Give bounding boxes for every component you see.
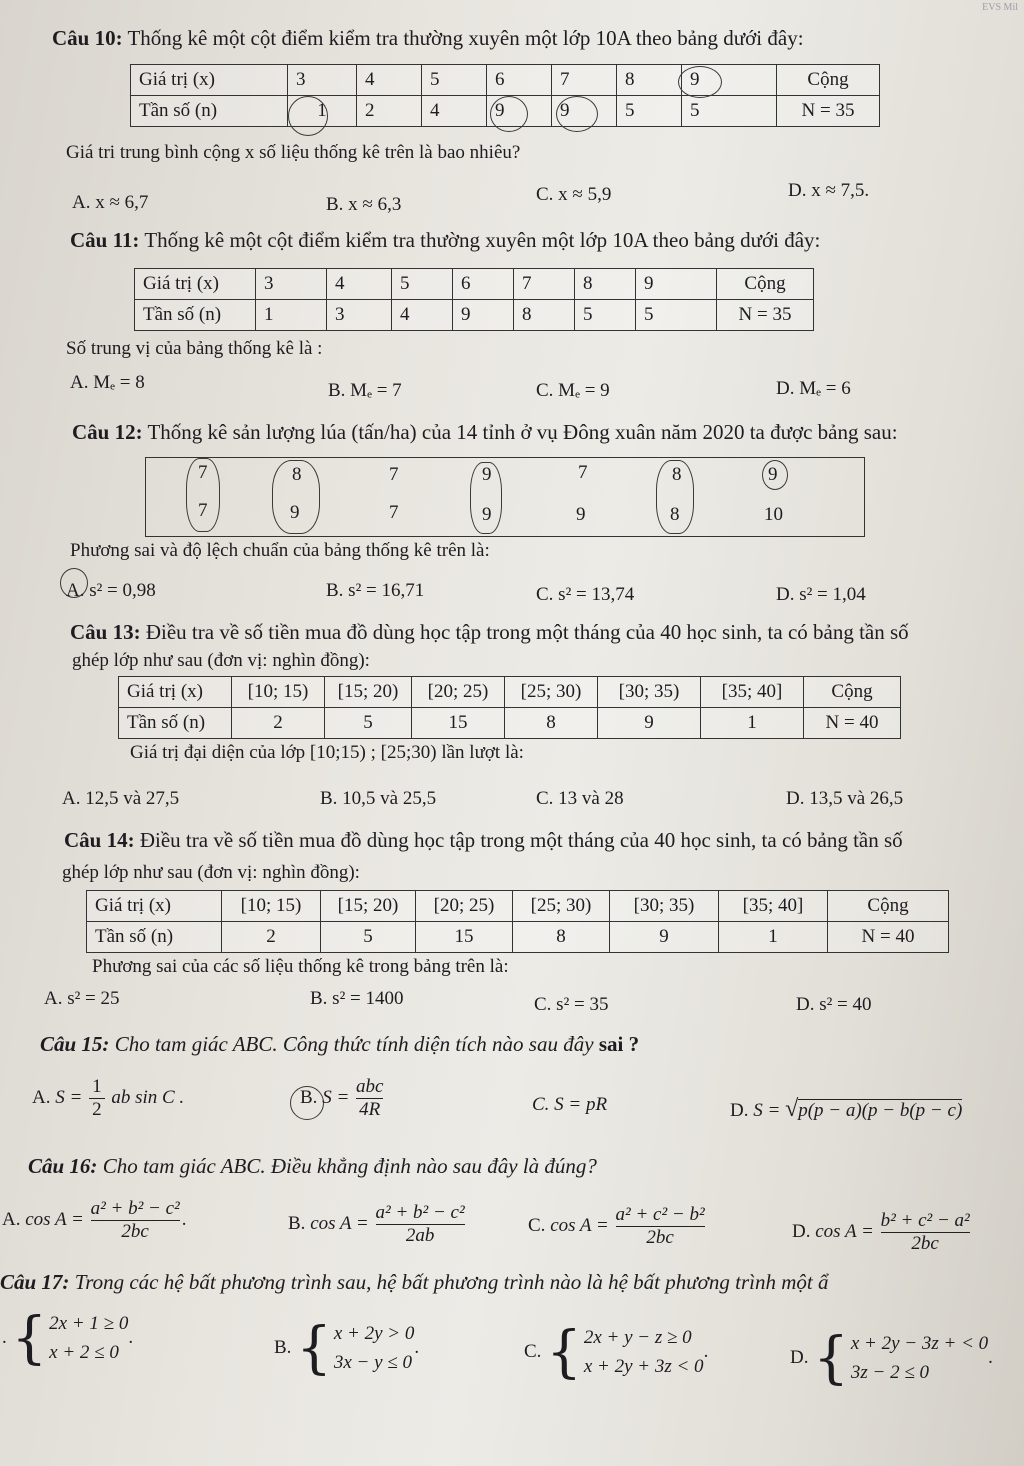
table-cell: 7 bbox=[552, 65, 617, 96]
q13-question: Giá trị đại diện của lớp [10;15) ; [25;30) lần lượt là: bbox=[130, 742, 524, 763]
fraction-denominator: 2bc bbox=[121, 1221, 149, 1242]
table-label: Tần số (n) bbox=[135, 300, 256, 331]
pen-circle-mark bbox=[272, 460, 320, 534]
fraction-denominator: 2bc bbox=[646, 1227, 674, 1248]
table-cell: 1 bbox=[701, 708, 804, 739]
option-label: D. bbox=[792, 1220, 811, 1242]
table-label: Giá trị (x) bbox=[119, 677, 232, 708]
table-cell: [20; 25) bbox=[412, 677, 505, 708]
fraction-numerator: a² + b² − c² bbox=[90, 1198, 180, 1219]
q14-option-b[interactable]: B. s² = 1400 bbox=[310, 988, 404, 1009]
data-value: 9 bbox=[768, 464, 778, 485]
table-cell: 5 bbox=[682, 96, 777, 127]
q15-option-d[interactable] bbox=[730, 1096, 962, 1123]
table-cell: 8 bbox=[513, 922, 610, 953]
table-label: Giá trị (x) bbox=[131, 65, 288, 96]
table-cell: 15 bbox=[416, 922, 513, 953]
q13-title bbox=[70, 620, 909, 645]
system-row: x + 2y − 3z + < 0 bbox=[850, 1333, 989, 1354]
table-cell: 9 bbox=[487, 96, 552, 127]
q14-option-a[interactable]: A. s² = 25 bbox=[44, 988, 120, 1009]
q16-number: Câu 16: bbox=[28, 1154, 98, 1178]
q11-option-c[interactable]: C. Mₑ = 9 bbox=[536, 380, 610, 401]
pen-circle-mark bbox=[762, 460, 788, 490]
table-cell: 1 bbox=[719, 922, 828, 953]
table-row bbox=[119, 708, 901, 739]
formula-tail: . bbox=[181, 1208, 187, 1230]
q14-option-d[interactable]: D. s² = 40 bbox=[796, 994, 872, 1015]
option-label: A. bbox=[32, 1086, 51, 1108]
table-cell: [30; 35) bbox=[610, 891, 719, 922]
fraction-numerator: a² + c² − b² bbox=[615, 1204, 705, 1225]
table-cell: 8 bbox=[575, 269, 636, 300]
table-cell: 8 bbox=[505, 708, 598, 739]
corner-watermark: EVS Mil bbox=[982, 2, 1018, 13]
table-cell: 7 bbox=[514, 269, 575, 300]
table-cell: 5 bbox=[321, 922, 416, 953]
q14-title-line2: ghép lớp như sau (đơn vị: nghìn đồng): bbox=[62, 862, 360, 883]
table-cell: [35; 40] bbox=[701, 677, 804, 708]
q16-option-c[interactable] bbox=[528, 1204, 707, 1249]
formula-tail: . bbox=[128, 1326, 134, 1348]
system-row: x + 2 ≤ 0 bbox=[49, 1341, 119, 1363]
formula-lhs: S = bbox=[322, 1086, 350, 1108]
q16-title bbox=[28, 1154, 597, 1179]
option-label: C. bbox=[524, 1340, 542, 1362]
table-cell: N = 35 bbox=[717, 300, 814, 331]
q12-title-text: Thống kê sản lượng lúa (tấn/ha) của 14 tỉnh ở vụ Đông xuân năm 2020 ta được bảng sau: bbox=[147, 420, 898, 444]
q13-option-b[interactable]: B. 10,5 và 25,5 bbox=[320, 788, 437, 809]
q13-option-d[interactable]: D. 13,5 và 26,5 bbox=[786, 788, 904, 809]
q12-option-a[interactable]: A. s² = 0,98 bbox=[66, 580, 156, 601]
fraction-denominator: 2bc bbox=[911, 1233, 939, 1254]
q13-table bbox=[118, 676, 901, 739]
data-value: 9 bbox=[290, 502, 300, 523]
q14-table bbox=[86, 890, 949, 953]
fraction bbox=[616, 1204, 705, 1249]
table-row bbox=[131, 65, 880, 96]
option-label: . bbox=[2, 1326, 7, 1348]
data-value: 7 bbox=[389, 464, 399, 485]
fraction-numerator: abc bbox=[356, 1076, 384, 1097]
pen-circle-mark bbox=[186, 458, 220, 532]
q10-option-b[interactable]: B. x ≈ 6,3 bbox=[326, 194, 402, 215]
data-value: 8 bbox=[672, 464, 682, 485]
fraction bbox=[376, 1202, 465, 1247]
table-cell: 5 bbox=[636, 300, 717, 331]
fraction-numerator: a² + b² − c² bbox=[375, 1202, 465, 1223]
table-row bbox=[87, 922, 949, 953]
system-row: 2x + 1 ≥ 0 bbox=[49, 1313, 129, 1334]
q14-number: Câu 14: bbox=[64, 828, 135, 852]
table-cell: 3 bbox=[327, 300, 392, 331]
data-value: 9 bbox=[482, 464, 492, 485]
formula-lhs: cos A = bbox=[550, 1214, 609, 1236]
q13-option-a[interactable]: A. 12,5 và 27,5 bbox=[62, 788, 180, 809]
table-cell: 5 bbox=[325, 708, 412, 739]
table-cell: 4 bbox=[392, 300, 453, 331]
table-label: Tần số (n) bbox=[131, 96, 288, 127]
q11-number: Câu 11: bbox=[70, 228, 140, 252]
q17-number: Câu 17: bbox=[0, 1270, 70, 1294]
system-row: 2x + y − z ≥ 0 bbox=[583, 1327, 692, 1348]
equation-system bbox=[296, 1315, 415, 1381]
sqrt-content: p(p − a)(p − b(p − c) bbox=[798, 1100, 963, 1121]
table-label: Tần số (n) bbox=[87, 922, 222, 953]
q10-question: Giá tri trung bình cộng x số liệu thống kê trên là bao nhiêu? bbox=[66, 142, 521, 163]
q12-question: Phương sai và độ lệch chuẩn của bảng thống kê trên là: bbox=[70, 540, 490, 561]
formula-lhs: S = bbox=[55, 1086, 83, 1108]
pen-circle-mark bbox=[490, 96, 528, 132]
q10-option-d[interactable]: D. x ≈ 7,5. bbox=[788, 180, 870, 201]
table-cell: 3 bbox=[256, 269, 327, 300]
q12-option-b[interactable]: B. s² = 16,71 bbox=[326, 580, 425, 601]
option-label: D. bbox=[730, 1100, 749, 1121]
table-cell: 8 bbox=[514, 300, 575, 331]
fraction bbox=[356, 1076, 383, 1121]
option-label: D. bbox=[790, 1346, 809, 1368]
table-cell: Cộng bbox=[804, 677, 901, 708]
table-cell: 6 bbox=[453, 269, 514, 300]
fraction-denominator: 2ab bbox=[405, 1225, 435, 1246]
data-value: 7 bbox=[198, 500, 208, 521]
table-cell: 9 bbox=[453, 300, 514, 331]
fraction-numerator: 1 bbox=[89, 1076, 105, 1099]
q10-title bbox=[52, 26, 804, 51]
data-value: 7 bbox=[389, 502, 399, 523]
pen-circle-mark bbox=[678, 66, 722, 98]
q14-question: Phương sai của các số liệu thống kê trong bảng trên là: bbox=[92, 956, 509, 977]
system-row: 3x − y ≤ 0 bbox=[333, 1351, 412, 1373]
formula-tail: . bbox=[988, 1346, 993, 1368]
table-cell: [15; 20) bbox=[321, 891, 416, 922]
table-cell: [35; 40] bbox=[719, 891, 828, 922]
table-cell: [15; 20) bbox=[325, 677, 412, 708]
table-cell: 9 bbox=[682, 65, 777, 96]
data-value: 8 bbox=[670, 504, 680, 525]
table-cell: [10; 15) bbox=[232, 677, 325, 708]
pen-circle-mark bbox=[556, 96, 598, 132]
brace-icon: { bbox=[813, 1325, 849, 1391]
system-row: x + 2y > 0 bbox=[333, 1323, 415, 1344]
brace-icon: { bbox=[11, 1305, 48, 1371]
fraction-denominator: 2 bbox=[92, 1099, 102, 1120]
q11-question: Số trung vị của bảng thống kê là : bbox=[66, 338, 323, 359]
q13-title-line2: ghép lớp như sau (đơn vị: nghìn đồng): bbox=[72, 650, 370, 671]
pen-circle-mark bbox=[470, 462, 502, 534]
q17-title bbox=[0, 1270, 828, 1295]
formula-rhs: ab sin C . bbox=[111, 1086, 185, 1108]
table-cell: [25; 30) bbox=[513, 891, 610, 922]
table-cell: 5 bbox=[422, 65, 487, 96]
fraction bbox=[89, 1076, 105, 1121]
q16-option-b[interactable] bbox=[288, 1202, 467, 1247]
fraction bbox=[881, 1210, 970, 1255]
q10-number: Câu 10: bbox=[52, 26, 123, 50]
q13-option-c[interactable]: C. 13 và 28 bbox=[536, 788, 624, 809]
table-cell: 4 bbox=[357, 65, 422, 96]
q12-option-d[interactable]: D. s² = 1,04 bbox=[776, 584, 866, 605]
table-cell: 3 bbox=[288, 65, 357, 96]
q16-option-a[interactable] bbox=[2, 1198, 186, 1243]
table-cell: 5 bbox=[392, 269, 453, 300]
q14-option-c[interactable]: C. s² = 35 bbox=[534, 994, 609, 1015]
q15-option-a[interactable] bbox=[32, 1076, 184, 1121]
q16-title-text: Cho tam giác ABC. Điều khẳng định nào sau đây là đúng? bbox=[102, 1154, 597, 1178]
table-label: Giá trị (x) bbox=[135, 269, 256, 300]
table-cell: 5 bbox=[617, 96, 682, 127]
table-cell: 6 bbox=[487, 65, 552, 96]
table-label: Giá trị (x) bbox=[87, 891, 222, 922]
table-cell: 9 bbox=[610, 922, 719, 953]
equation-system bbox=[813, 1325, 989, 1391]
pen-circle-mark bbox=[288, 96, 328, 136]
q15-title bbox=[40, 1032, 639, 1057]
option-label: A. bbox=[2, 1208, 21, 1230]
table-label: Tần số (n) bbox=[119, 708, 232, 739]
table-cell: 2 bbox=[232, 708, 325, 739]
q14-title bbox=[64, 828, 903, 853]
q13-number: Câu 13: bbox=[70, 620, 141, 644]
q11-title bbox=[70, 228, 820, 253]
sqrt-icon: √ bbox=[785, 1096, 799, 1122]
option-label: B. bbox=[300, 1086, 318, 1108]
table-cell: 9 bbox=[598, 708, 701, 739]
table-cell: [25; 30) bbox=[505, 677, 598, 708]
q10-title-text: Thống kê một cột điểm kiểm tra thường xuyên một lớp 10A theo bảng dưới đây: bbox=[127, 26, 804, 50]
table-cell: [30; 35) bbox=[598, 677, 701, 708]
formula-tail: . bbox=[414, 1336, 420, 1358]
q17-option-c[interactable] bbox=[524, 1319, 709, 1385]
data-value: 9 bbox=[576, 504, 586, 525]
q15-option-b[interactable] bbox=[300, 1076, 385, 1121]
q17-option-b[interactable] bbox=[274, 1315, 420, 1381]
table-cell: 15 bbox=[412, 708, 505, 739]
table-cell: 8 bbox=[617, 65, 682, 96]
q12-number: Câu 12: bbox=[72, 420, 143, 444]
option-label: B. bbox=[288, 1212, 306, 1234]
q15-number: Câu 15: bbox=[40, 1032, 110, 1056]
q10-option-a[interactable]: A. x ≈ 6,7 bbox=[72, 192, 149, 213]
q17-option-a[interactable] bbox=[2, 1305, 134, 1371]
q15-title-text: Cho tam giác ABC. Công thức tính diện tích nào sau đây bbox=[114, 1032, 594, 1056]
system-row: 3z − 2 ≤ 0 bbox=[850, 1361, 930, 1383]
q17-title-text: Trong các hệ bất phương trình sau, hệ bất phương trình nào là hệ bất phương trình một ẩ bbox=[74, 1270, 829, 1294]
q14-title-text: Điều tra về số tiền mua đồ dùng học tập trong một tháng của 40 học sinh, ta có bảng tần số bbox=[139, 828, 903, 852]
table-cell: N = 40 bbox=[828, 922, 949, 953]
table-cell: [20; 25) bbox=[416, 891, 513, 922]
q12-title bbox=[72, 420, 898, 445]
data-value: 10 bbox=[764, 504, 783, 525]
table-cell: 9 bbox=[552, 96, 617, 127]
q17-option-d[interactable] bbox=[790, 1325, 993, 1391]
equation-system bbox=[546, 1319, 704, 1385]
data-value: 7 bbox=[578, 462, 588, 483]
option-label: C. bbox=[528, 1214, 546, 1236]
table-row bbox=[135, 269, 814, 300]
q11-option-d[interactable]: D. Mₑ = 6 bbox=[776, 378, 851, 399]
brace-icon: { bbox=[296, 1315, 332, 1381]
table-cell: 2 bbox=[357, 96, 422, 127]
table-cell: 1 bbox=[288, 96, 357, 127]
table-cell: Cộng bbox=[777, 65, 880, 96]
table-cell: 4 bbox=[422, 96, 487, 127]
table-row bbox=[135, 300, 814, 331]
pen-circle-mark bbox=[656, 460, 694, 534]
fraction-denominator: 4R bbox=[359, 1099, 381, 1120]
q11-title-text: Thống kê một cột điểm kiểm tra thường xuyên một lớp 10A theo bảng dưới đây: bbox=[144, 228, 821, 252]
table-row bbox=[87, 891, 949, 922]
system-row: x + 2y + 3z < 0 bbox=[583, 1355, 704, 1377]
q13-title-text: Điều tra về số tiền mua đồ dùng học tập trong một tháng của 40 học sinh, ta có bảng tần số bbox=[145, 620, 909, 644]
formula-lhs: cos A = bbox=[25, 1208, 84, 1230]
table-cell: N = 40 bbox=[804, 708, 901, 739]
formula-tail: . bbox=[703, 1340, 709, 1362]
q11-option-b[interactable]: B. Mₑ = 7 bbox=[328, 380, 402, 401]
table-cell: 9 bbox=[636, 269, 717, 300]
table-cell: [10; 15) bbox=[222, 891, 321, 922]
data-value: 8 bbox=[292, 464, 302, 485]
equation-system bbox=[11, 1305, 129, 1371]
formula-lhs: cos A = bbox=[310, 1212, 369, 1234]
table-cell: 2 bbox=[222, 922, 321, 953]
table-cell: N = 35 bbox=[777, 96, 880, 127]
table-cell: 5 bbox=[575, 300, 636, 331]
formula-lhs: cos A = bbox=[815, 1220, 874, 1242]
table-row bbox=[119, 677, 901, 708]
table-cell: 4 bbox=[327, 269, 392, 300]
q12-data-box bbox=[145, 457, 865, 537]
fraction bbox=[91, 1198, 180, 1243]
q11-table bbox=[134, 268, 814, 331]
fraction-numerator: b² + c² − a² bbox=[880, 1210, 970, 1231]
q12-option-c[interactable]: C. s² = 13,74 bbox=[536, 584, 635, 605]
formula-lhs: S = bbox=[753, 1100, 781, 1121]
q11-option-a[interactable]: A. Mₑ = 8 bbox=[70, 372, 145, 393]
table-cell: Cộng bbox=[828, 891, 949, 922]
data-value: 7 bbox=[198, 462, 208, 483]
data-value: 9 bbox=[482, 504, 492, 525]
q10-option-c[interactable]: C. x ≈ 5,9 bbox=[536, 184, 612, 205]
table-cell: Cộng bbox=[717, 269, 814, 300]
option-label: B. bbox=[274, 1336, 292, 1358]
q15-option-c[interactable]: C. S = pR bbox=[532, 1094, 608, 1115]
brace-icon: { bbox=[546, 1319, 582, 1385]
q16-option-d[interactable] bbox=[792, 1210, 972, 1255]
q15-title-emphasis: sai ? bbox=[598, 1032, 640, 1056]
table-cell: 1 bbox=[256, 300, 327, 331]
